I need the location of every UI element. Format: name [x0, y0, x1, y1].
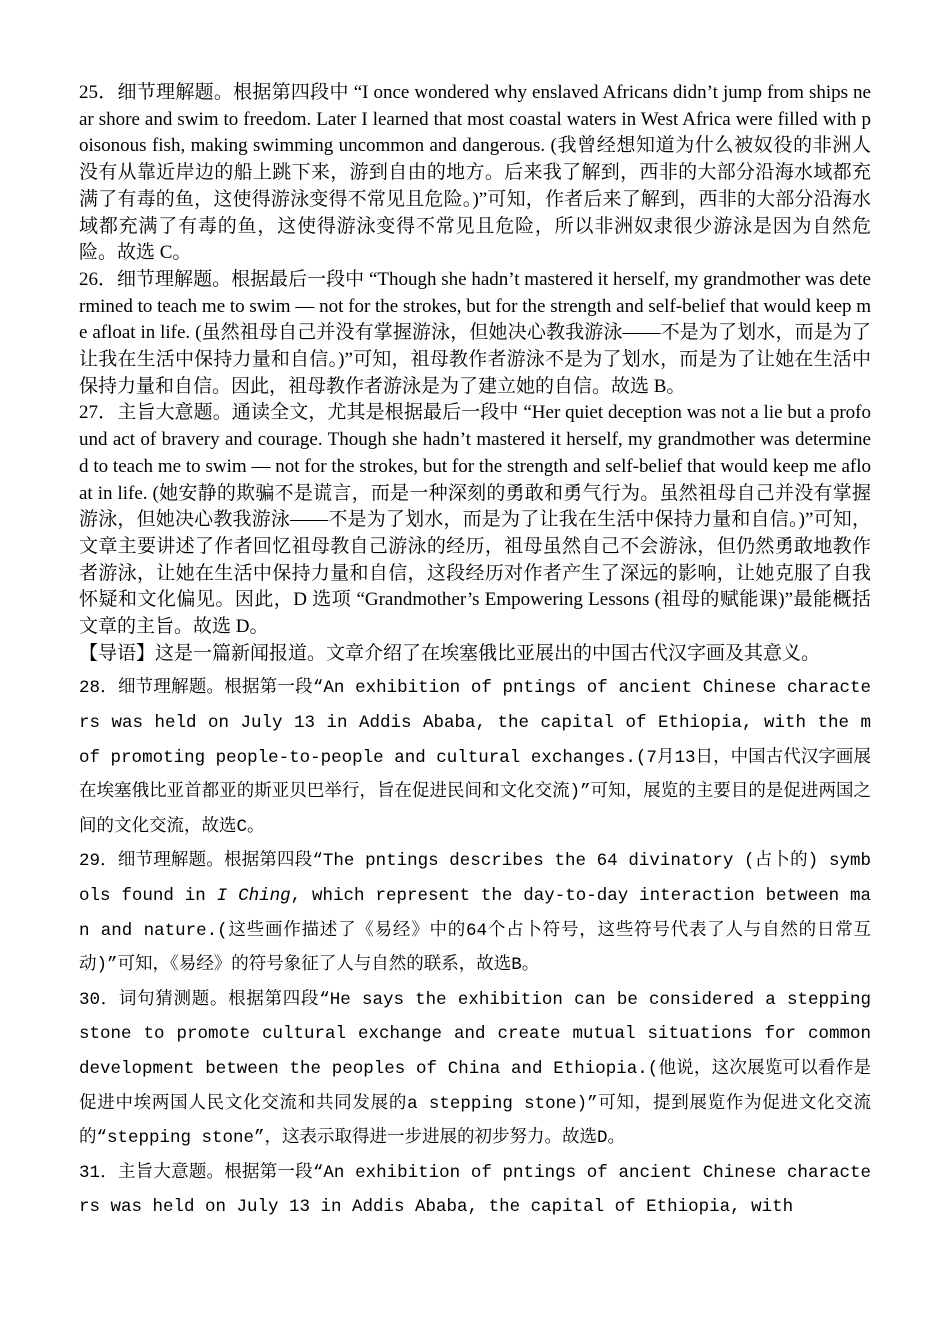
- book-title-i-ching: I Ching: [216, 886, 291, 907]
- explanation-q30: 30．词句猜测题。根据第四段“He says the exhibition can be considered a stepping stone to promote cultural exchange and create mutual situations for common development between the peoples of China and Ethiopia.(他说，这次展览可以看作是促进中埃两国人民文化交流和共同发展的a stepping stone)”可知，提到展览作为促进文化交流的“stepping stone”，这表示取得进一步进展的初步努力。故选D。: [79, 989, 871, 1149]
- answer-explanations: [79, 80, 871, 1225]
- explanation-q29: [79, 844, 871, 982]
- explanation-q28: 28．细节理解题。根据第一段“An exhibition of pntings of ancient Chinese characters was held on July 13 in Addis Ababa, the capital of Ethiopia, with the m of promoting people-to-people and cultural exchanges.(7月13日，中国古代汉字画展在埃塞俄比亚首都亚的斯亚贝巴举行，旨在促进民间和文化交流)”可知，展览的主要目的是促进两国之间的文化交流，故选C。: [79, 678, 871, 837]
- explanation-q26: 26．细节理解题。根据最后一段中 “Though she hadn’t mastered it herself, my grandmother was determined to teach me to swim — not for the strokes, but for the strength and self-belief that would keep me afloat in life. (虽然祖母自己并没有掌握游泳，但她决心教我游泳——不是为了划水，而是为了让我在生活中保持力量和自信。)”可知，祖母教作者游泳不是为了划水，而是为了让她在生活中保持力量和自信。因此，祖母教作者游泳是为了建立她的自信。故选 B。: [79, 268, 871, 397]
- explanation-q27: 27．主旨大意题。通读全文，尤其是根据最后一段中 “Her quiet deception was not a lie but a profound act of bravery and courage. Though she hadn’t mastered it herself, my grandmother was determined to teach me to swim — not for the strokes, but for the strength and self-belief that would keep me afloat in life. (她安静的欺骗不是谎言，而是一种深刻的勇敢和勇气行为。虽然祖母自己并没有掌握游泳，但她决心教我游泳——不是为了划水，而是为了让我在生活中保持力量和自信。)”可知，文章主要讲述了作者回忆祖母教自己游泳的经历，祖母虽然自己不会游泳，但仍然勇敢地教作者游泳，让她在生活中保持力量和自信，这段经历对作者产生了深远的影响，让她克服了自我怀疑和文化偏见。因此，D 选项 “Grandmother’s Empowering Lessons (祖母的赋能课)”最能概括文章的主旨。故选 D。: [79, 402, 871, 638]
- explanation-q25: 25．细节理解题。根据第四段中 “I once wondered why enslaved Africans didn’t jump from ships near shore and swim to freedom. Later I learned that most coastal waters in West Africa were filled with poisonous fish, making swimming uncommon and dangerous. (我曾经想知道为什么被奴役的非洲人没有从靠近岸边的船上跳下来，游到自由的地方。后来我了解到，西非的大部分沿海水域都充满了有毒的鱼，这使得游泳变得不常见且危险。)”可知，作者后来了解到，西非的大部分沿海水域都充满了有毒的鱼，这使得游泳变得不常见且危险，所以非洲奴隶很少游泳是因为自然危险。故选 C。: [79, 82, 871, 264]
- q29-text-after: , which represent the day-to-day interaction between man and nature.(这些画作描述了《易经》中的64个占卜符号，这些符号代表了人与自然的日常互动)”可知，《易经》的符号象征了人与自然的联系，故选B。: [79, 886, 871, 976]
- q29-text-before: 29．细节理解题。根据第四段“The pntings describes the 64 divinatory (占卜的) symbols found in: [79, 851, 871, 907]
- passage-guide: 【导语】这是一篇新闻报道。文章介绍了在埃塞俄比亚展出的中国古代汉字画及其意义。: [79, 642, 821, 664]
- explanation-q31: 31．主旨大意题。根据第一段“An exhibition of pntings of ancient Chinese characters was held on July 13 in Addis Ababa, the capital of Ethiopia, with: [79, 1162, 871, 1218]
